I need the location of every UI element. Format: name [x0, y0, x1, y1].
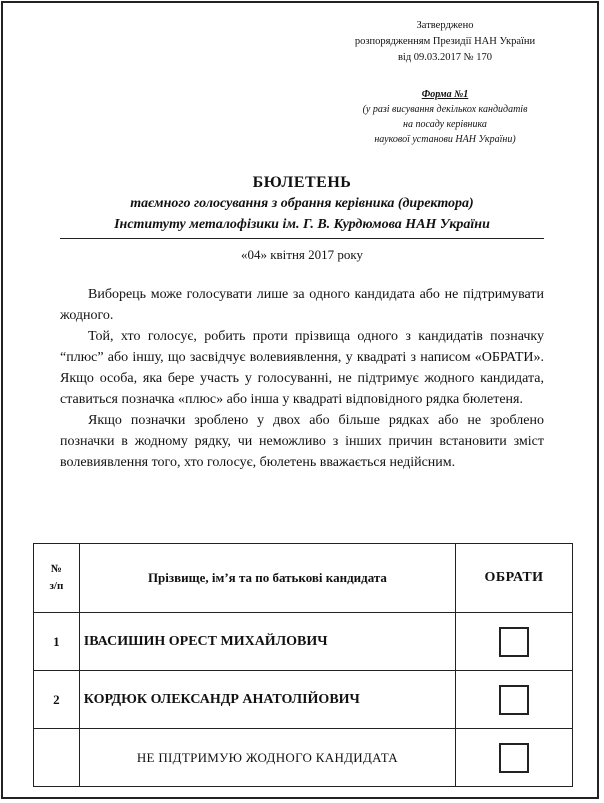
choose-cell — [456, 729, 573, 787]
row-number: 2 — [34, 671, 80, 729]
candidate-name: КОРДЮК ОЛЕКСАНДР АНАТОЛІЙОВИЧ — [79, 671, 455, 729]
instruction-paragraph-2: Той, хто голосує, робить проти прізвища одного з кандидатів позначку “плюс” або іншу, що засвідчує волевиявлення, у квадраті з написом «ОБРАТИ». Якщо особа, яка бере участь у голосуванні, не підтримує жодного кандидата, ставиться позначка «плюс» або інша у квадраті відповідного рядка бюлетеня. — [60, 329, 544, 407]
approval-line-2: розпорядженням Президії НАН України — [354, 36, 536, 47]
candidates-table — [33, 543, 573, 787]
table-row — [34, 729, 573, 787]
form-note-line-2: на посаду керівника — [403, 119, 487, 130]
header-number — [34, 544, 80, 613]
form-note-block — [300, 87, 590, 147]
row-number: 1 — [34, 613, 80, 671]
ballot-subtitle-1: таємного голосування з обрання керівника (директора) — [130, 196, 474, 211]
form-note-line-3: наукової установи НАН України) — [374, 134, 516, 145]
ballot-date: «04» квітня 2017 року — [240, 247, 364, 262]
header-number-abbr: з/п — [49, 580, 64, 592]
vote-checkbox-2[interactable] — [499, 685, 529, 715]
form-number: Форма №1 — [421, 89, 469, 100]
title-divider — [60, 238, 544, 239]
approval-line-1: Затверджено — [416, 20, 474, 31]
row-number — [34, 729, 80, 787]
vote-checkbox-none[interactable] — [499, 743, 529, 773]
form-note-line-1: (у разі висування декількох кандидатів — [362, 104, 528, 115]
none-option-label: НЕ ПІДТРИМУЮ ЖОДНОГО КАНДИДАТА — [79, 729, 455, 787]
choose-cell — [456, 671, 573, 729]
instruction-paragraph-1: Виборець може голосувати лише за одного кандидата або не підтримувати жодного. — [60, 287, 544, 323]
vote-checkbox-1[interactable] — [499, 627, 529, 657]
header-candidate-name: Прізвище, ім’я та по батькові кандидата — [79, 544, 455, 613]
table-header-row — [34, 544, 573, 613]
table-row — [34, 671, 573, 729]
table-row — [34, 613, 573, 671]
candidate-name: ІВАСИШИН ОРЕСТ МИХАЙЛОВИЧ — [79, 613, 455, 671]
instruction-paragraph-3: Якщо позначки зроблено у двох або більше рядках або не зроблено позначки в жодному рядку, чи неможливо з інших причин встановити зміст волевиявлення того, хто голосує, бюлетень вважається недійсним. — [60, 413, 544, 470]
ballot-subtitle-2: Інституту металофізики ім. Г. В. Курдюмова НАН України — [114, 217, 490, 232]
instructions — [60, 284, 544, 473]
approval-block — [300, 18, 590, 66]
header-choose: ОБРАТИ — [456, 544, 573, 613]
header-number-symbol: № — [50, 563, 62, 575]
approval-line-3: від 09.03.2017 № 170 — [397, 52, 493, 63]
ballot-title: БЮЛЕТЕНЬ — [252, 174, 352, 191]
choose-cell — [456, 613, 573, 671]
